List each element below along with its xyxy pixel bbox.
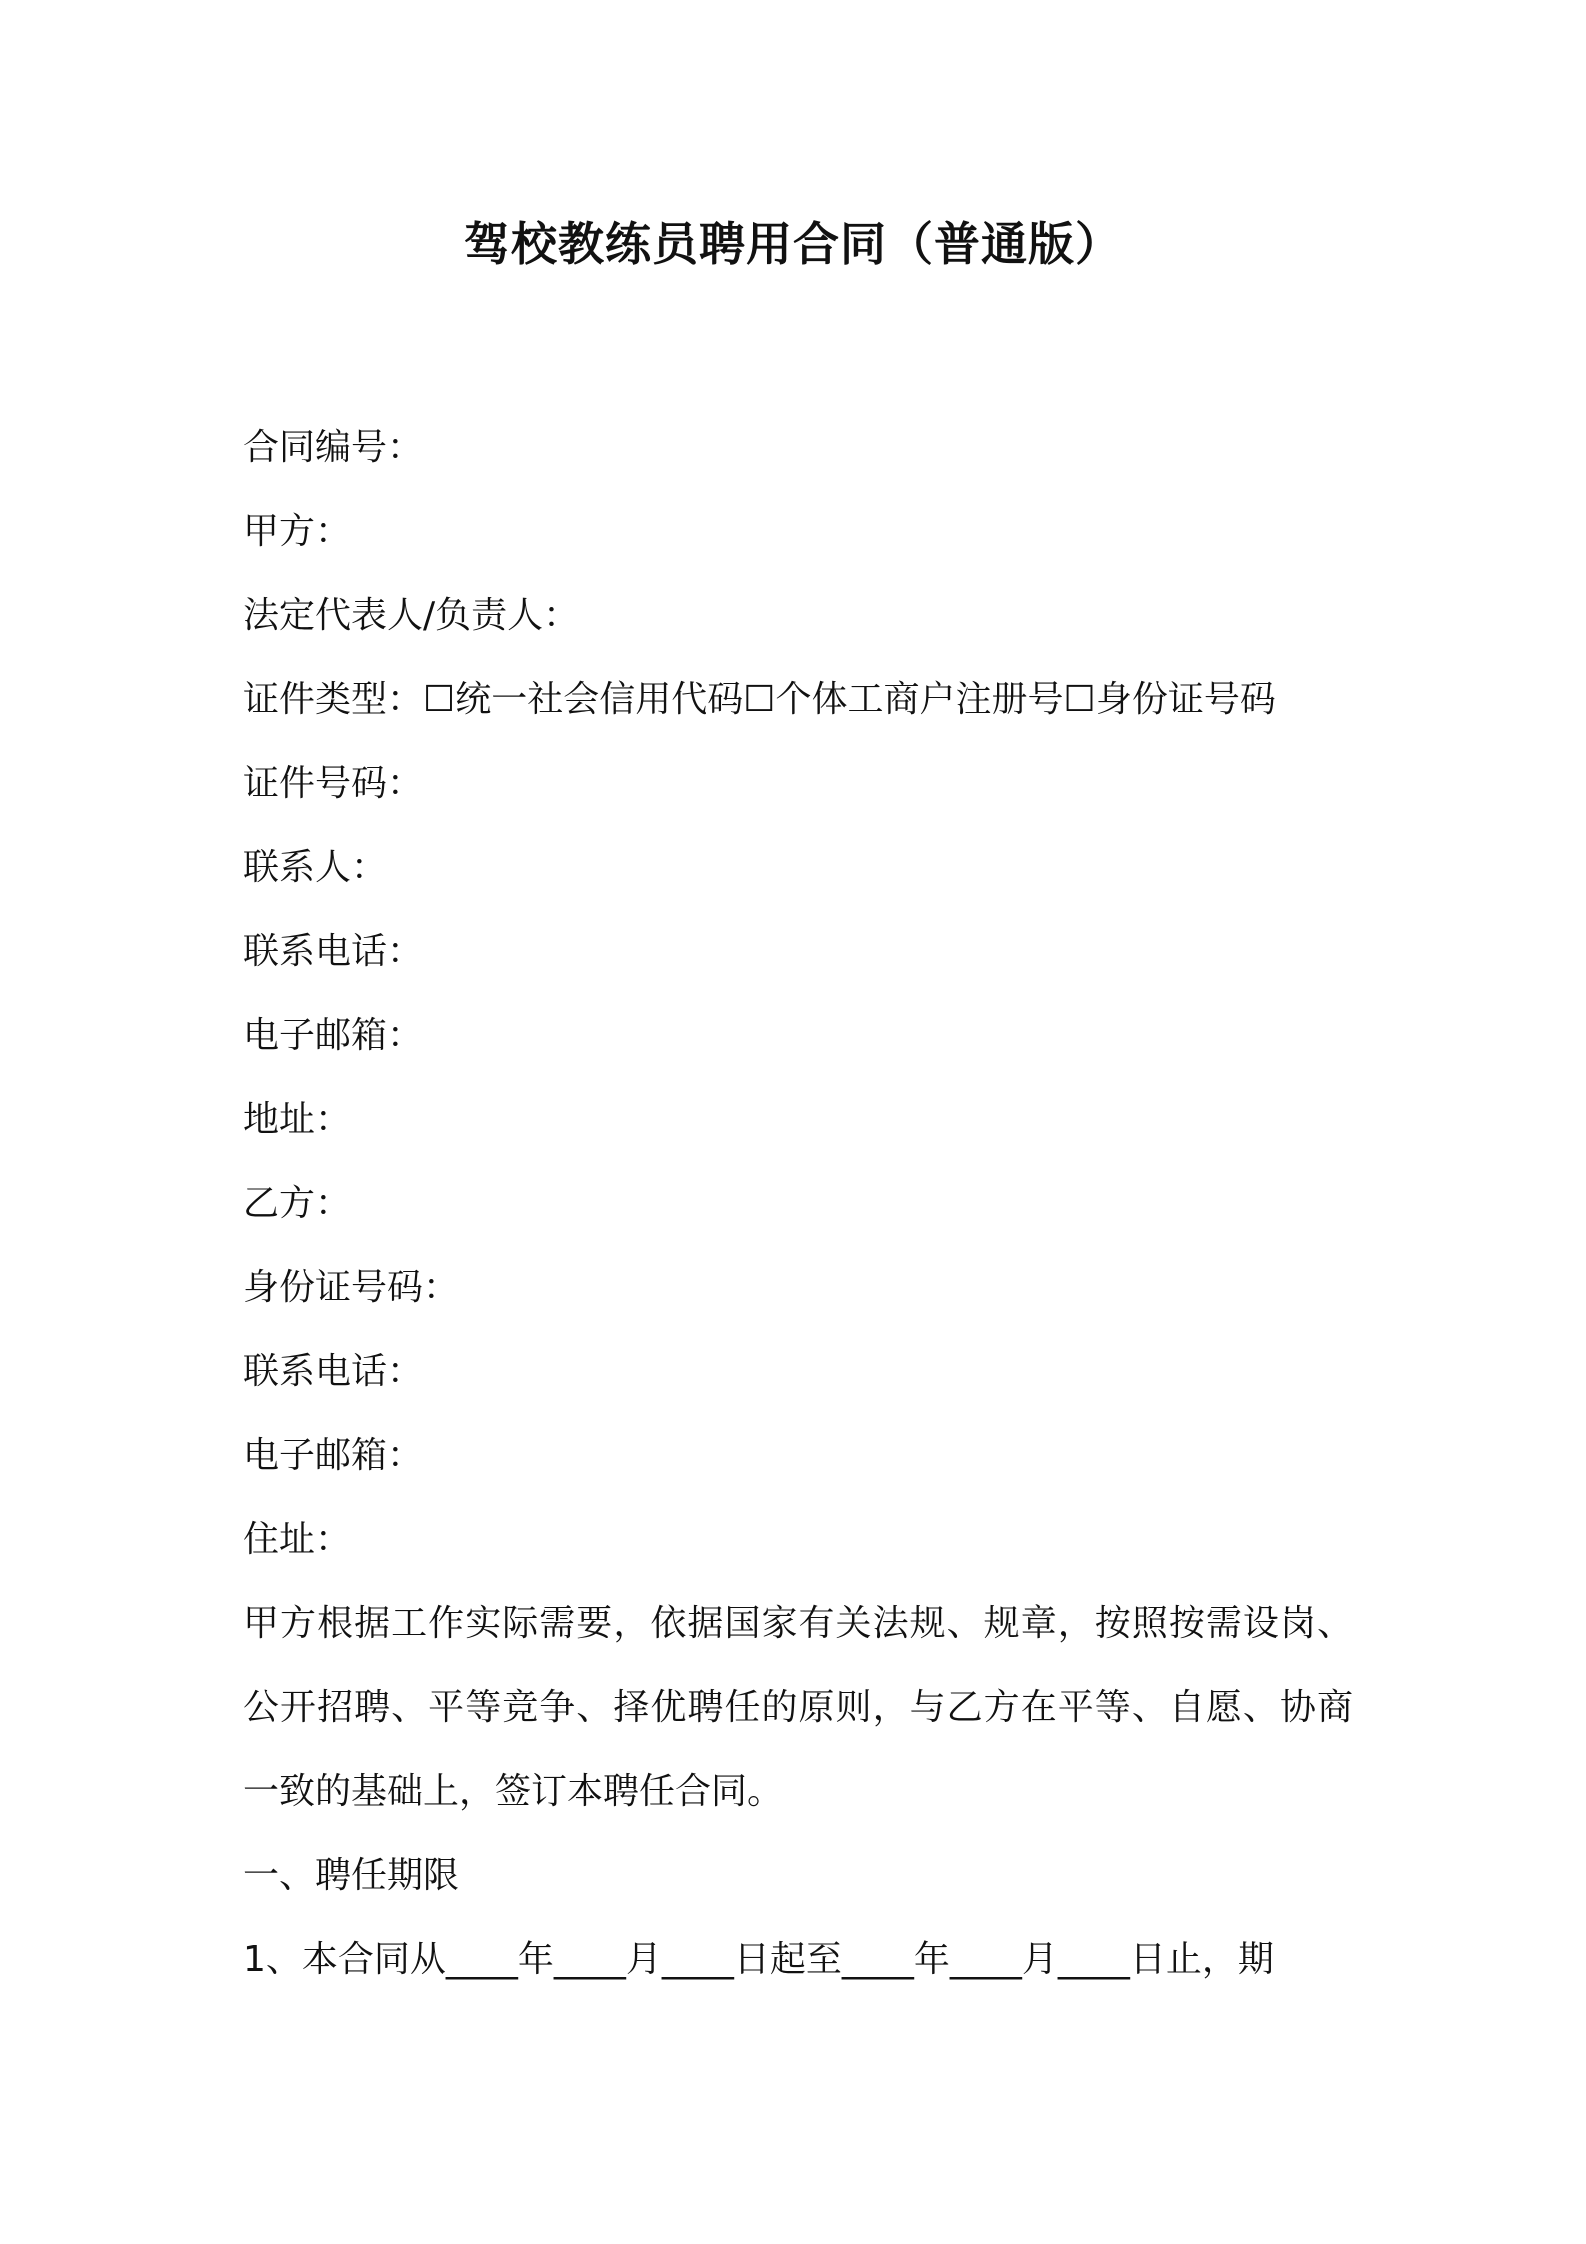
field-contract-no: 合同编号： xyxy=(243,427,424,468)
field-id-card-b: 身份证号码： xyxy=(243,1267,460,1308)
field-party-b: 乙方： xyxy=(243,1183,352,1224)
document-body xyxy=(243,406,1353,2002)
field-email-b: 电子邮箱： xyxy=(243,1435,424,1476)
field-email-a: 电子邮箱： xyxy=(243,1015,424,1056)
field-party-a: 甲方： xyxy=(243,511,352,552)
field-id-number: 证件号码： xyxy=(243,763,424,804)
preamble-paragraph: 甲方根据工作实际需要，依据国家有关法规、规章，按照按需设岗、公开招聘、平等竞争、择优聘任的原则，与乙方在平等、自愿、协商一致的基础上，签订本聘任合同。 xyxy=(243,1603,1353,1812)
field-contact-person: 联系人： xyxy=(243,847,388,888)
field-address-b: 住址： xyxy=(243,1519,352,1560)
field-legal-representative: 法定代表人/负责人： xyxy=(243,595,580,636)
section-heading-term: 一、聘任期限 xyxy=(243,1855,460,1896)
field-phone-a: 联系电话： xyxy=(243,931,424,972)
field-phone-b: 联系电话： xyxy=(243,1351,424,1392)
document-title: 驾校教练员聘用合同（普通版） xyxy=(464,217,1122,271)
field-address-a: 地址： xyxy=(243,1099,352,1140)
field-id-type: 证件类型：☐统一社会信用代码☐个体工商户注册号☐身份证号码 xyxy=(243,679,1276,720)
clause-1-1: 1、本合同从____年____月____日起至____年____月____日止，期 xyxy=(243,1939,1274,1980)
